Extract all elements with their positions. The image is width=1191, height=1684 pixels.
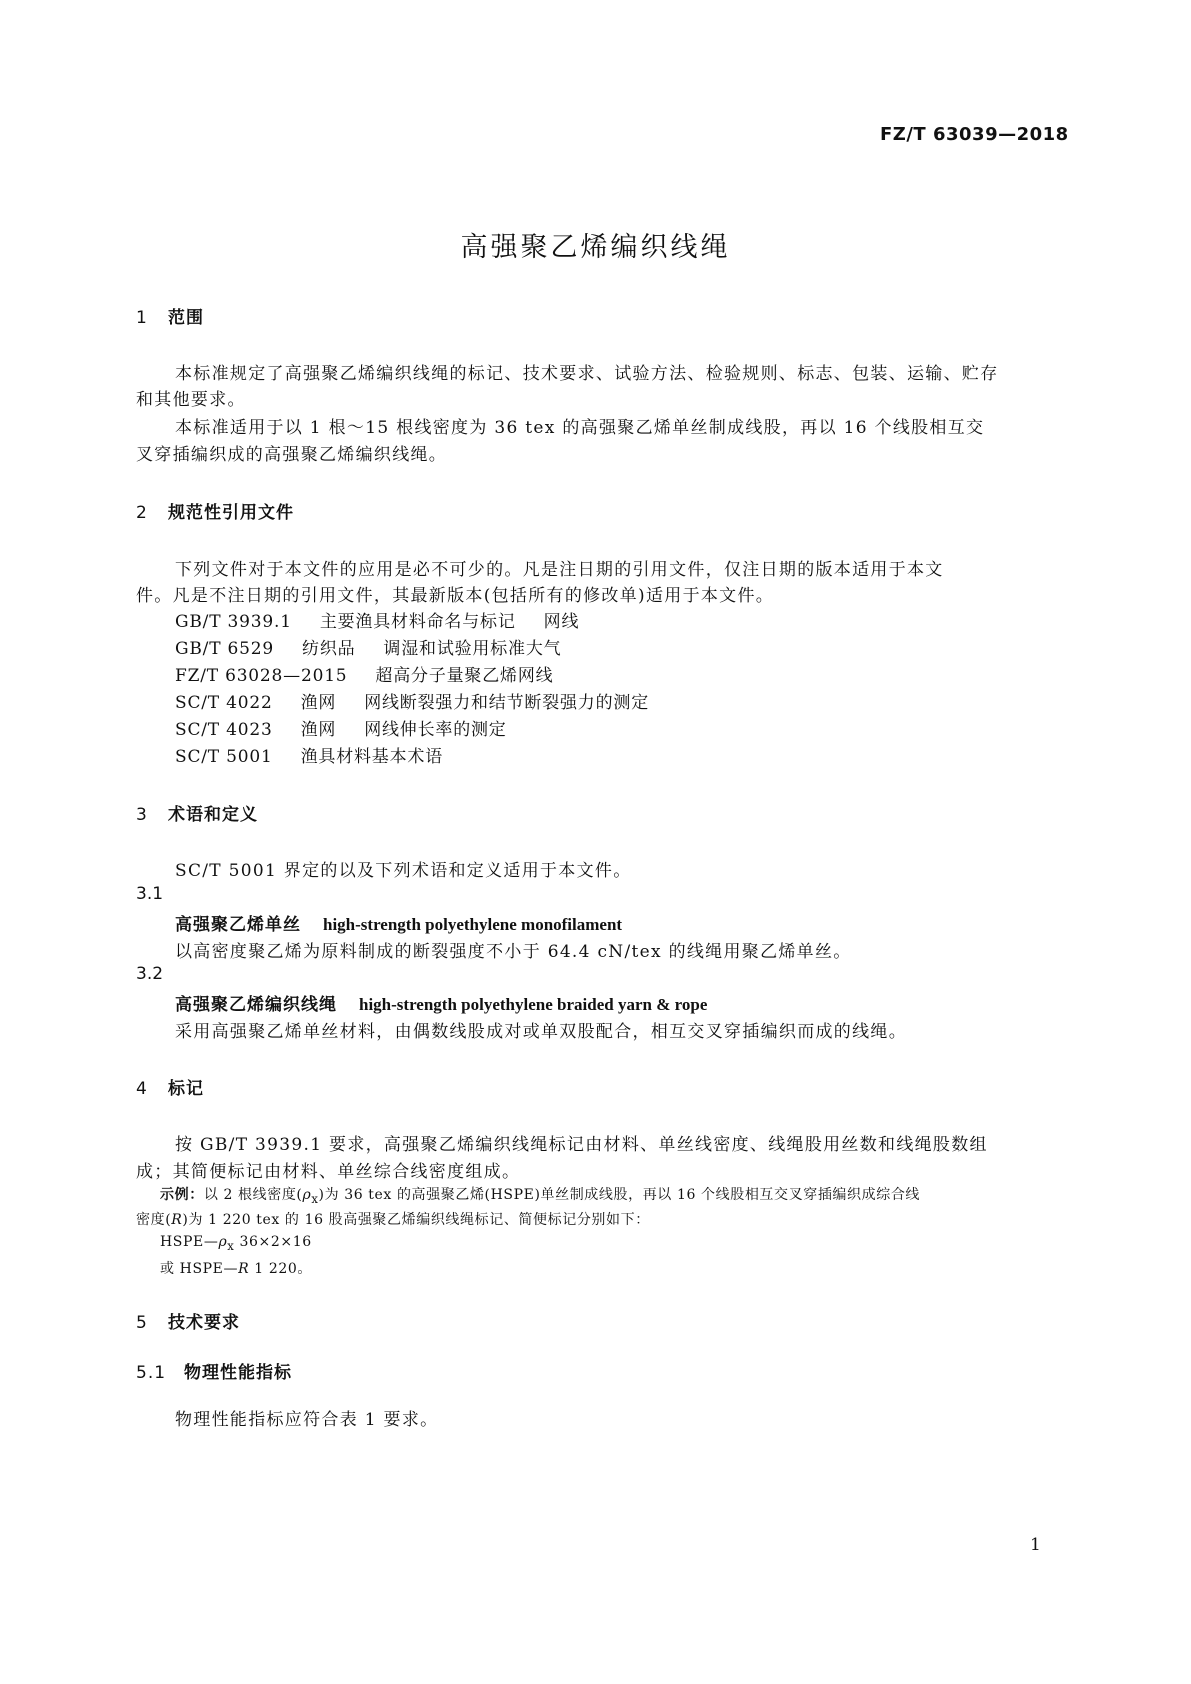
- subsection-5-1-heading: [136, 1358, 292, 1383]
- reference-title: 超高分子量聚乙烯网线: [375, 666, 554, 686]
- section-number: 5: [136, 1313, 148, 1333]
- example-text: )为 1 220 tex 的 16 股高强聚乙烯编织线绳标记、简便标记分别如下：: [182, 1212, 650, 1228]
- section-number: 1: [136, 308, 148, 328]
- reference-title-part-2: 网线伸长率的测定: [364, 720, 507, 740]
- reference-item: [175, 661, 553, 686]
- reference-code: SC/T 4023: [175, 720, 273, 740]
- section-title: 标记: [168, 1079, 204, 1099]
- term-number: 3.1: [136, 884, 164, 904]
- section-4-paragraph-line-2: 成；其简便标记由材料、单丝综合线密度组成。: [136, 1162, 521, 1182]
- section-2-intro-line-2: 件。凡是不注日期的引用文件，其最新版本(包括所有的修改单)适用于本文件。: [136, 586, 775, 606]
- reference-code: GB/T 6529: [175, 639, 275, 659]
- section-title: 术语和定义: [168, 805, 258, 825]
- section-number: 3: [136, 805, 148, 825]
- reference-title: 渔具材料基本术语: [300, 747, 443, 767]
- term-heading: [175, 910, 622, 935]
- reference-code: SC/T 5001: [175, 747, 273, 767]
- reference-item: [175, 607, 579, 632]
- reference-title-part-2: 网线: [543, 612, 580, 632]
- symbol-R: R: [238, 1261, 250, 1277]
- section-4-paragraph-line-1: 按 GB/T 3939.1 要求，高强聚乙烯编织线绳标记由材料、单丝线密度、线绳股用丝数和线绳股数组: [175, 1135, 988, 1155]
- mark-prefix: 或 HSPE—: [160, 1261, 239, 1277]
- mark-example-2: [160, 1258, 312, 1278]
- section-title: 技术要求: [168, 1313, 240, 1333]
- term-definition: 采用高强聚乙烯单丝材料，由偶数线股成对或单双股配合，相互交叉穿插编织而成的线绳。: [175, 1022, 907, 1042]
- page-number: 1: [1030, 1535, 1041, 1555]
- reference-title: 渔网: [300, 720, 337, 740]
- section-3-heading: [136, 800, 258, 825]
- section-1-heading: [136, 303, 204, 328]
- section-1-paragraph-2-line-2: 叉穿插编织成的高强聚乙烯编织线绳。: [136, 445, 448, 465]
- section-1-paragraph-1-line-2: 和其他要求。: [136, 390, 246, 410]
- term-english: high-strength polyethylene monofilament: [323, 915, 623, 934]
- section-2-heading: [136, 498, 294, 523]
- example-line-1: [160, 1184, 920, 1206]
- section-1-paragraph-2-line-1: 本标准适用于以 1 根～15 根线密度为 36 tex 的高强聚乙烯单丝制成线股，再以 16 个线股相互交: [175, 418, 985, 438]
- term-chinese: 高强聚乙烯单丝: [175, 915, 301, 935]
- section-2-intro-line-1: 下列文件对于本文件的应用是必不可少的。凡是注日期的引用文件，仅注日期的版本适用于本文: [175, 560, 944, 580]
- reference-item: [175, 742, 443, 767]
- reference-title: 渔网: [300, 693, 337, 713]
- section-4-heading: [136, 1074, 204, 1099]
- reference-item: [175, 688, 649, 713]
- reference-code: GB/T 3939.1: [175, 612, 292, 632]
- section-number: 4: [136, 1079, 148, 1099]
- mark-example-1: [160, 1234, 312, 1253]
- subsection-number: 5.1: [136, 1363, 167, 1383]
- reference-item: [175, 715, 507, 740]
- symbol-rho: ρ: [218, 1234, 228, 1250]
- subsection-title: 物理性能指标: [184, 1363, 292, 1383]
- section-5-paragraph: 物理性能指标应符合表 1 要求。: [175, 1410, 439, 1430]
- term-number: 3.2: [136, 964, 164, 984]
- reference-title: 纺织品: [302, 639, 356, 659]
- mark-value: 1 220。: [249, 1261, 312, 1277]
- example-text: 密度(: [136, 1212, 172, 1228]
- document-number: FZ/T 63039—2018: [880, 124, 1069, 145]
- reference-title-part-2: 调湿和试验用标准大气: [383, 639, 562, 659]
- section-title: 范围: [168, 308, 204, 328]
- term-english: high-strength polyethylene braided yarn & rope: [359, 995, 708, 1014]
- term-heading: [175, 990, 707, 1015]
- term-chinese: 高强聚乙烯编织线绳: [175, 995, 337, 1015]
- example-text: )为 36 tex 的高强聚乙烯(HSPE)单丝制成线股，再以 16 个线股相互交叉穿插编织成综合线: [318, 1187, 921, 1203]
- reference-code: FZ/T 63028—2015: [175, 666, 348, 686]
- section-3-intro: SC/T 5001 界定的以及下列术语和定义适用于本文件。: [175, 861, 632, 881]
- symbol-rho: ρ: [302, 1187, 312, 1203]
- term-definition: 以高密度聚乙烯为原料制成的断裂强度不小于 64.4 cN/tex 的线绳用聚乙烯单丝。: [175, 942, 852, 962]
- symbol-subscript: x: [311, 1191, 319, 1206]
- reference-code: SC/T 4022: [175, 693, 273, 713]
- section-1-paragraph-1-line-1: 本标准规定了高强聚乙烯编织线绳的标记、技术要求、试验方法、检验规则、标志、包装、运输、贮存: [175, 364, 999, 384]
- symbol-R: R: [171, 1212, 183, 1228]
- section-number: 2: [136, 503, 148, 523]
- reference-title: 主要渔具材料命名与标记: [319, 612, 516, 632]
- example-label: 示例：: [160, 1187, 204, 1203]
- mark-prefix: HSPE—: [160, 1234, 219, 1250]
- example-line-2: [136, 1209, 650, 1229]
- mark-value: 36×2×16: [234, 1234, 312, 1250]
- document-title: 高强聚乙烯编织线绳: [460, 232, 731, 263]
- symbol-subscript: x: [227, 1238, 235, 1253]
- section-5-heading: [136, 1308, 240, 1333]
- section-title: 规范性引用文件: [168, 503, 294, 523]
- example-text: 以 2 根线密度(: [203, 1187, 303, 1203]
- reference-title-part-2: 网线断裂强力和结节断裂强力的测定: [364, 693, 650, 713]
- reference-item: [175, 634, 561, 659]
